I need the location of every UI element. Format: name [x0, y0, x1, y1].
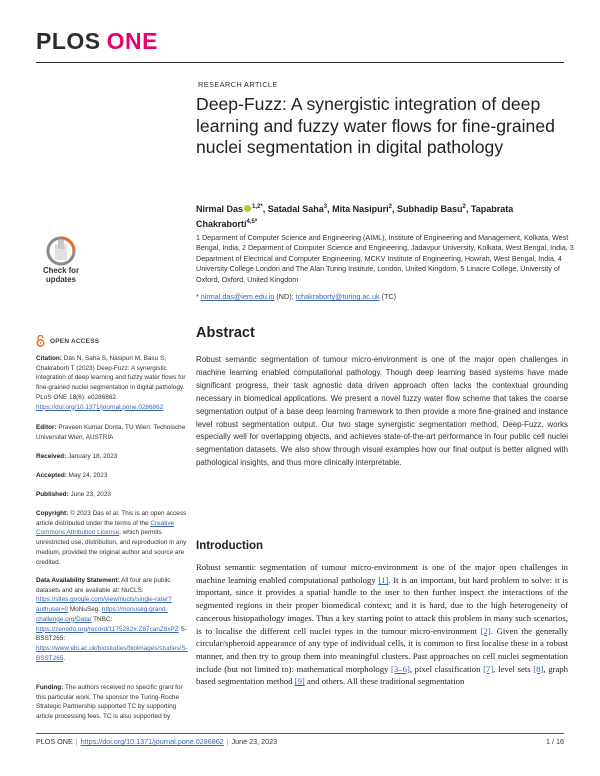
citation-text: Das N, Saha S, Nasipuri M, Basu S, Chakraborti T (2023) Deep-Fuzz: A synergistic integration of deep learning and fuzzy water flows for fine-grained nuclei segmentation in digital pathology. PLoS ONE 18(6): e0286862.	[36, 355, 186, 401]
correspondence-mid: (ND);	[274, 292, 296, 301]
nucls-link[interactable]: https://sites.google.com/view/nucls/single-rater?authuser=0	[36, 596, 172, 614]
check-for-updates-line1: Check for	[43, 266, 79, 275]
footer-date: June 23, 2023	[231, 737, 278, 746]
open-access-lock-icon	[36, 335, 45, 347]
tnbc-link[interactable]: https://zenodo.org/record/1175282#.Z87canZ8xPZ	[36, 625, 179, 633]
reference-link[interactable]: [1]	[378, 574, 389, 585]
published-date: June 23, 2023	[68, 491, 111, 498]
accepted-label: Accepted:	[36, 472, 67, 479]
data-availability-text-4: S-BSST265:	[36, 625, 187, 643]
copyright-block	[36, 509, 191, 567]
article-type: RESEARCH ARTICLE	[198, 80, 278, 89]
journal-logo-one: ONE	[106, 28, 158, 54]
author-affiliation-sup: 3	[323, 204, 328, 210]
reference-link[interactable]: [7]	[483, 663, 494, 674]
received-date: January 18, 2023	[66, 453, 118, 460]
data-availability-text-3: TNBC:	[91, 615, 113, 623]
author-name: Mita Nasipuri	[332, 204, 389, 214]
check-for-updates-badge[interactable]	[36, 236, 86, 296]
footer-separator: |	[75, 737, 78, 746]
intro-text-part: , level sets	[493, 663, 534, 674]
intro-text-part: . Given the generally circular/spheroid appearance of any type of individual cells, it is common to first localise these in a robust manner, and then try to group them into meaningful clusters. Past approaches on cell nuclei segmentation include (but not limited to): mathematical morphology	[196, 625, 568, 674]
introduction-text	[196, 561, 568, 688]
intro-text-part: and others. All these traditional segmentation	[304, 676, 465, 687]
reference-link[interactable]: [8]	[533, 663, 544, 674]
reference-link[interactable]: [2]	[480, 625, 491, 636]
editor-block	[36, 423, 191, 442]
author-affiliation-sup: 4,5	[246, 218, 255, 225]
footer-left	[36, 737, 277, 746]
license-link[interactable]: Creative Commons Attribution License	[36, 519, 175, 537]
open-access-label: OPEN ACCESS	[50, 337, 100, 345]
monuseg-link[interactable]: https://monuseg.grand-challenge.org/Data/	[36, 606, 168, 623]
check-for-updates-line2: updates	[46, 275, 76, 284]
data-availability-block	[36, 576, 191, 663]
header-divider	[36, 62, 564, 63]
page-number: 1 / 16	[546, 737, 564, 746]
citation-label: Citation:	[36, 355, 62, 362]
copyright-text: © 2023 Das et al. This is an open access article distributed under the terms of the	[36, 510, 187, 527]
email-link-1[interactable]: nirmal.das@iem.edu.in	[200, 292, 275, 301]
author-list: Nirmal Das $^{1,2*}$, Satadal Saha$^3$, Mita Nasipuri$^2$, Subhadip Basu$^2$, Tapabrata Chakraborti$^{4,5*}$	[196, 204, 514, 229]
author-affiliation-sup: 2	[462, 204, 466, 210]
author-name: Subhadip Basu	[397, 204, 463, 214]
corresponding-star: *	[260, 204, 263, 210]
author-affiliation-sup: 2	[388, 204, 392, 210]
check-for-updates-label	[36, 266, 86, 284]
citation-doi-link[interactable]: https://doi.org/10.1371/journal.pone.0286862	[36, 403, 164, 411]
funding-block	[36, 683, 191, 722]
author-name: Satadal Saha	[267, 204, 324, 214]
journal-logo-plos: PLOS	[36, 28, 101, 54]
published-label: Published:	[36, 491, 69, 498]
intro-text-part: . It is an important, but hard problem to solve: it is important, since it provides a spatial handle to the user to then further inspect the interactions of the segmented regions in their proper biomedical context; and it is hard, due to the high heterogeneity of cancerous histopathology images. Thus a key starting point to attack this problem in many such scenarios, is to localise the different cell nuclei types in the tumour micro-environment	[196, 574, 568, 636]
footer-journal: PLOS ONE	[36, 737, 73, 746]
abstract-heading: Abstract	[196, 325, 255, 341]
affiliations: 1 Deparment of Computer Science and Engineering (AIML), Institute of Engineering and Management, Kolkata, West Bengal, India, 2 Deparment of Computer Science and Engineering, Jadavpur University, Kolkata, West Bengal, India, 3 Department of Electrical and Computer Engineering, MCKV Institute of Engineering, Howrah, West Bengal, India, 4 University College London and The Alan Turing Institute, London, United Kingdom, 5 Linacre College, University of Oxford, Oxford, United Kingdom	[196, 233, 574, 284]
email-link-2[interactable]: tchakraborty@turing.ac.uk	[295, 292, 380, 301]
author-name: Tapabrata Chakraborti	[196, 204, 514, 229]
funding-label: Funding:	[36, 684, 64, 691]
data-availability-label: Data Availability Statement:	[36, 577, 120, 584]
footer-separator: |	[226, 737, 229, 746]
accepted-block	[36, 471, 191, 481]
data-availability-text: All four are public datasets and are available at: NuCLS:	[36, 577, 171, 594]
editor-text: Praveen Kumar Donta, TU Wien: Technische Universitat Wien, AUSTRIA	[36, 424, 186, 441]
bsst265-link[interactable]: https://www.ebi.ac.uk/biostudies/biolmages/studies/S-BSST265	[36, 644, 188, 662]
intro-text-part: , pixel classification	[409, 663, 484, 674]
copyright-text-end: , which permits unrestricted use, distribution, and reproduction in any medium, provided the original author and source are credited.	[36, 529, 187, 566]
article-title: Deep-Fuzz: A synergistic integration of deep learning and fuzzy water flows for fine-grained nuclei segmentation in digital pathology	[196, 94, 555, 158]
author-affiliation-sup: 1,2	[252, 204, 261, 210]
check-for-updates-icon	[42, 236, 80, 266]
correspondence-prefix: *	[196, 292, 201, 301]
copyright-label: Copyright:	[36, 510, 69, 517]
reference-link[interactable]: [9]	[294, 676, 305, 687]
abstract-text: Robust semantic segmentation of tumour micro-environment is one of the major open challenges in machine learning enabled computational pathology. Though deep learning based systems have made significant progress, their task agnostic data driven approach often lacks the contextual grounding necessary in biomedical applications. We present a novel fuzzy water flow scheme that takes the coarse segmentation output of a base deep learning framework to then provide a more fine-grained and instance level robust segmentation output. Our two stage synergistic segmentation method, Deep-Fuzz, works especially well for overlapping objects, and achieves state-of-the-art performance in four public cell nuclei segmentation datasets. We also show through visual examples how our final output is better aligned with pathological insights, and thus more clinically interpretable.	[196, 355, 568, 468]
editor-label: Editor:	[36, 424, 57, 431]
orcid-icon[interactable]	[244, 205, 251, 212]
footer-divider	[36, 733, 564, 734]
reference-link[interactable]: [3–6]	[391, 663, 410, 674]
footer-doi-link[interactable]: https://doi.org/10.1371/journal.pone.0286862	[80, 737, 224, 746]
corresponding-star: *	[254, 218, 258, 225]
accepted-date: May 24, 2023	[66, 472, 108, 479]
author-name: Nirmal Das	[196, 204, 244, 214]
intro-text-part: , graph based segmentation method	[196, 663, 568, 687]
intro-text-part: Robust semantic segmentation of tumour micro-environment is one of the major open challenges in machine learning enabled computational pathology	[196, 562, 568, 585]
correspondence	[196, 292, 574, 302]
page-footer	[36, 737, 564, 746]
received-label: Received:	[36, 453, 67, 460]
correspondence-suffix: (TC)	[379, 292, 396, 301]
funding-text: The authors received no specific grant for this particular work. The sponsor the Turing-Roche Strategic Partnership supported TC by supporting article processing fees. TC is also supported by	[36, 684, 183, 721]
open-access-indicator	[36, 334, 99, 348]
journal-logo	[36, 30, 158, 53]
received-block	[36, 452, 191, 462]
introduction-heading: Introduction	[196, 540, 264, 552]
published-block	[36, 490, 191, 500]
data-availability-text-2: MoNuSeg:	[68, 606, 102, 614]
citation-block	[36, 354, 191, 412]
data-availability-text-5: .	[63, 654, 66, 662]
